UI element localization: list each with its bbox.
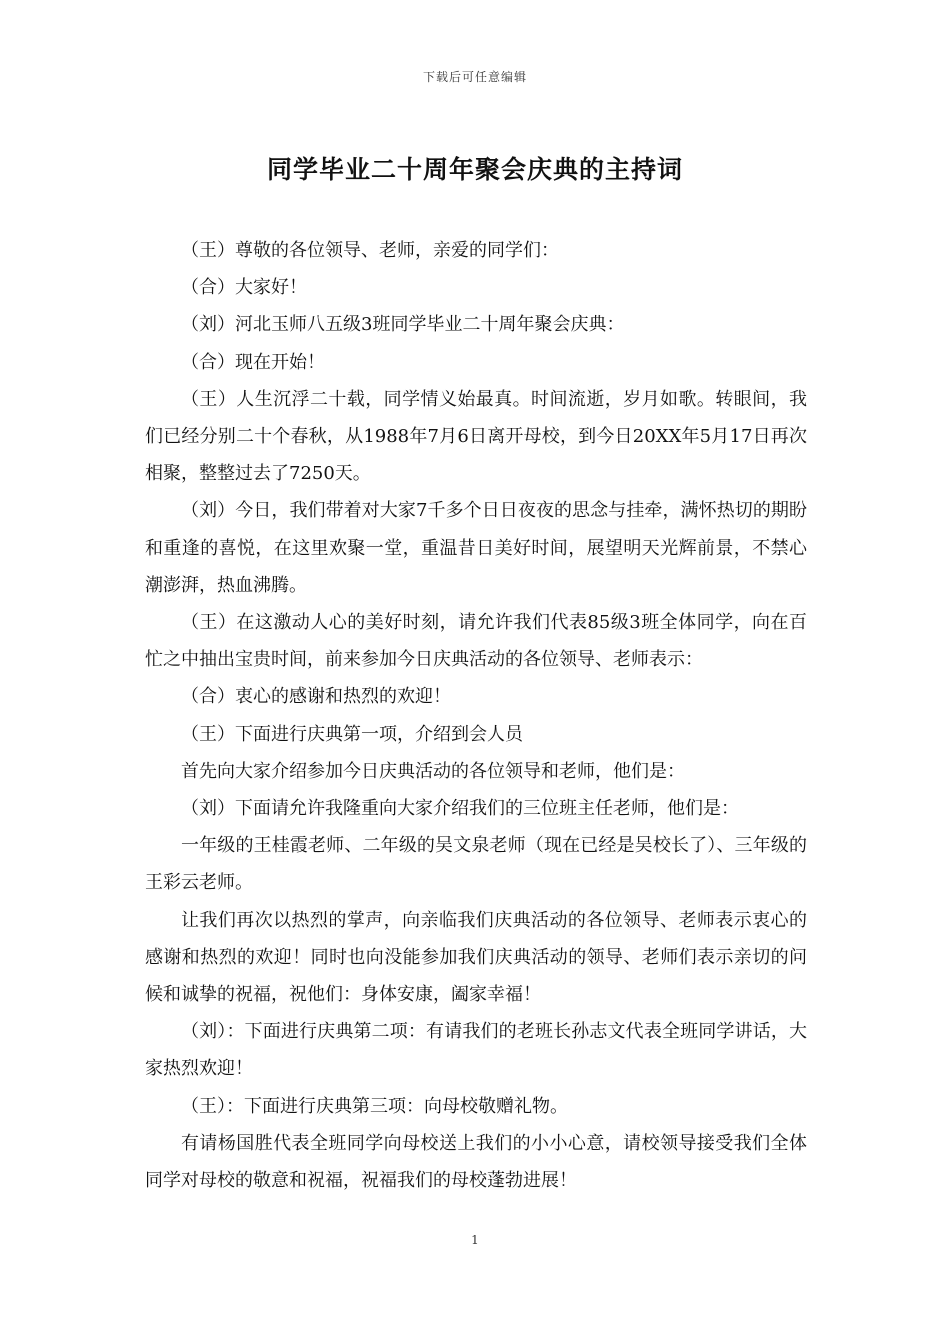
paragraph: （王）尊敬的各位领导、老师，亲爱的同学们： [181, 240, 559, 261]
document-title: 同学毕业二十周年聚会庆典的主持词 [266, 155, 683, 184]
paragraph: （王）在这激动人心的美好时刻，请允许我们代表85级3班全体同学，向在百忙之中抽出宝贵时间，前来参加今日庆典活动的各位领导、老师表示： [145, 612, 807, 671]
paragraph: （合）现在开始！ [181, 351, 325, 373]
paragraph: （刘）今日，我们带着对大家7千多个日日夜夜的思念与挂牵，满怀热切的期盼和重逢的喜悦，在这里欢聚一堂，重温昔日美好时间，展望明天光辉前景，不禁心潮澎湃，热血沸腾。 [145, 500, 807, 596]
paragraph: 一年级的王桂霞老师、二年级的吴文泉老师（现在已经是吴校长了）、三年级的王彩云老师。 [145, 835, 807, 894]
header-note: 下载后可任意编辑 [422, 70, 527, 84]
paragraph: 让我们再次以热烈的掌声，向亲临我们庆典活动的各位领导、老师表示衷心的感谢和热烈的欢迎！同时也向没能参加我们庆典活动的领导、老师们表示亲切的问候和诚挚的祝福，祝他们：身体安康，阖家幸福！ [145, 909, 807, 1006]
paragraph: （王）：下面进行庆典第三项：向母校敬赠礼物。 [181, 1095, 568, 1117]
paragraph: （合）大家好！ [181, 277, 307, 299]
paragraph: （王）下面进行庆典第一项，介绍到会人员 [181, 723, 523, 745]
paragraph: 首先向大家介绍参加今日庆典活动的各位领导和老师，他们是： [181, 760, 685, 782]
paragraph: （合）衷心的感谢和热烈的欢迎！ [181, 686, 451, 708]
paragraph: （刘）河北玉师八五级3班同学毕业二十周年聚会庆典： [181, 314, 625, 336]
paragraph: （王）人生沉浮二十载，同学情义始最真。时间流逝，岁月如歌。转眼间，我们已经分别二十个春秋，从1988年7月6日离开母校，到今日20XX年5月17日再次相聚，整整过去了7250天。 [145, 388, 807, 485]
paragraph: 有请杨国胜代表全班同学向母校送上我们的小小心意，请校领导接受我们全体同学对母校的敬意和祝福，祝福我们的母校蓬勃进展！ [145, 1132, 807, 1192]
page-number: 1 [471, 1233, 479, 1247]
paragraph: （刘）下面请允许我隆重向大家介绍我们的三位班主任老师，他们是： [181, 798, 739, 820]
paragraph: （刘）：下面进行庆典第二项：有请我们的老班长孙志文代表全班同学讲话，大家热烈欢迎！ [145, 1021, 807, 1080]
document-body [145, 232, 807, 1199]
